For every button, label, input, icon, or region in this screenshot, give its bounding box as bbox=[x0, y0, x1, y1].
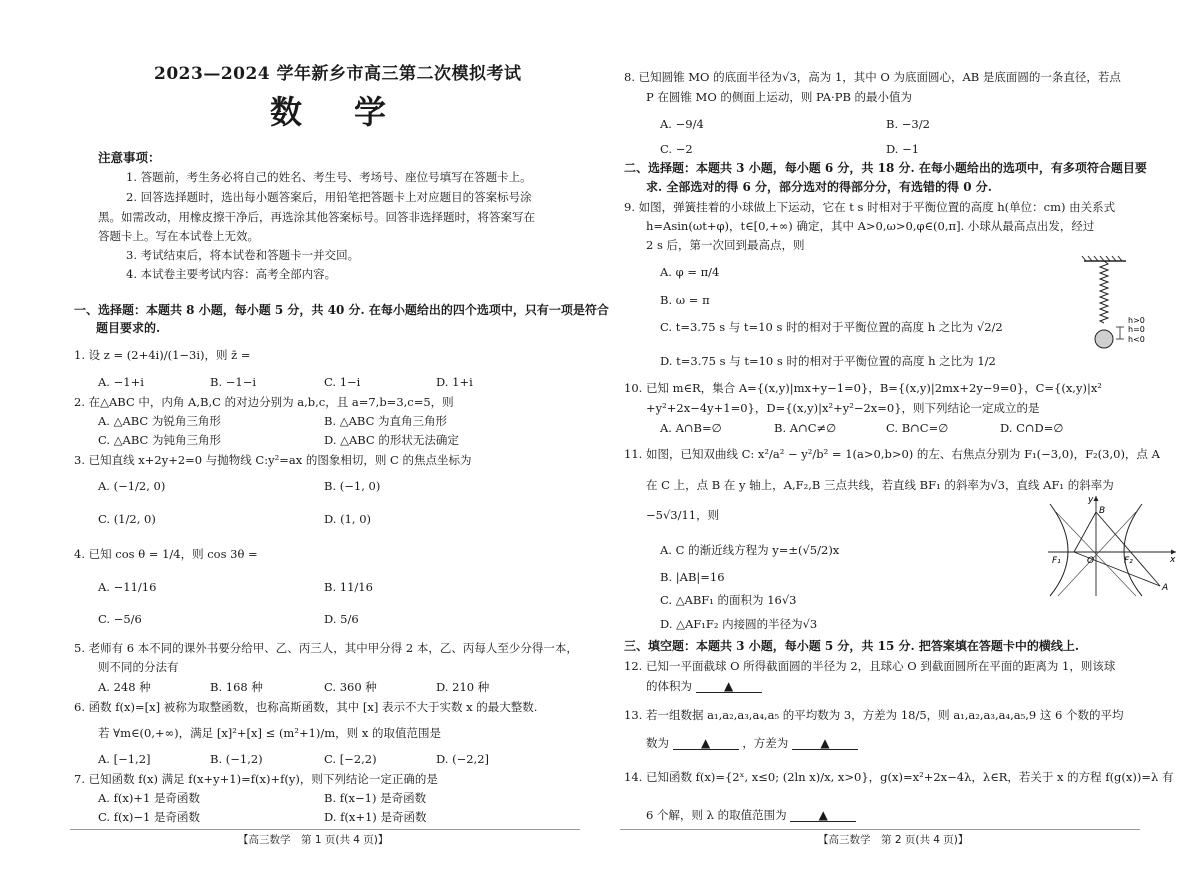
question-12-stem: 12. 已知一平面截球 O 所得截面圆的半径为 2，且球心 O 到截面圆所在平面的距离为 1，则该球 bbox=[624, 659, 1116, 673]
question-9-stem-cont-2: 2 s 后，第一次回到最高点，则 bbox=[646, 238, 805, 252]
question-10-option-a: A. A∩B=∅ bbox=[660, 421, 722, 435]
question-1-option-b: B. −1−i bbox=[210, 375, 257, 389]
question-5-option-d: D. 210 种 bbox=[436, 680, 490, 694]
question-2-stem: 2. 在△ABC 中，内角 A,B,C 的对边分别为 a,b,c，且 a=7,b=3,c=5，则 bbox=[74, 395, 454, 409]
notice-heading: 注意事项： bbox=[98, 150, 161, 165]
spring-figure bbox=[1076, 255, 1180, 355]
question-1-option-d: D. 1+i bbox=[436, 375, 473, 389]
question-9-option-d: D. t=3.75 s 与 t=10 s 时的相对于平衡位置的高度 h 之比为 1/2 bbox=[660, 354, 996, 368]
fig-label-o: O bbox=[1087, 556, 1095, 566]
question-9-option-a: A. φ = π/4 bbox=[660, 265, 720, 279]
triangle-marker-icon: ▲ bbox=[724, 679, 734, 693]
question-14-stem-cont bbox=[646, 808, 856, 822]
question-3-stem: 3. 已知直线 x+2y+2=0 与抛物线 C:y²=ax 的图象相切，则 C 的焦点坐标为 bbox=[74, 453, 472, 467]
question-13-answer-blank-variance[interactable] bbox=[792, 737, 858, 750]
question-3-option-d: D. (1, 0) bbox=[324, 512, 372, 526]
question-9-stem-cont: h=Asin(ωt+φ)，t∈[0,+∞) 确定，其中 A>0,ω>0,φ∈(0,π]. 小球从最高点出发，经过 bbox=[646, 219, 1095, 233]
question-2-option-c: C. △ABC 为钝角三角形 bbox=[98, 433, 221, 447]
exam-title: 2023—2024 学年新乡市高三第二次模拟考试 bbox=[154, 64, 522, 84]
question-1-option-c: C. 1−i bbox=[324, 375, 361, 389]
question-2-option-b: B. △ABC 为直角三角形 bbox=[324, 414, 448, 428]
footer-divider bbox=[70, 829, 580, 830]
question-3-option-c: C. (1/2, 0) bbox=[98, 512, 156, 526]
question-12-stem-cont bbox=[646, 679, 762, 693]
question-6-option-c: C. [−2,2) bbox=[324, 752, 377, 766]
question-13-answer-blank-mean[interactable] bbox=[673, 737, 739, 750]
question-7-option-d: D. f(x+1) 是奇函数 bbox=[324, 810, 427, 824]
question-1-stem: 1. 设 z = (2+4i)/(1−3i)，则 z̄ = bbox=[74, 348, 251, 362]
question-8-stem: 8. 已知圆锥 MO 的底面半径为√3，高为 1，其中 O 为底面圆心，AB 是底面圆的一条直径，若点 bbox=[624, 70, 1121, 84]
question-12-stem-text: 的体积为 bbox=[646, 679, 692, 693]
question-2-option-a: A. △ABC 为锐角三角形 bbox=[98, 414, 221, 428]
hyperbola-figure bbox=[1044, 492, 1180, 598]
question-7-option-a: A. f(x)+1 是奇函数 bbox=[98, 791, 200, 805]
question-11-option-d: D. △AF₁F₂ 内接圆的半径为√3 bbox=[660, 617, 818, 631]
question-6-option-d: D. (−2,2] bbox=[436, 752, 490, 766]
question-12-answer-blank[interactable] bbox=[696, 680, 762, 693]
question-9-option-b: B. ω = π bbox=[660, 293, 710, 307]
triangle-marker-icon: ▲ bbox=[818, 808, 828, 822]
page-2 bbox=[620, 0, 1180, 891]
question-5-option-c: C. 360 种 bbox=[324, 680, 377, 694]
fig-label-h-zero: h=0 bbox=[1128, 325, 1145, 334]
question-10-stem-cont: +y²+2x−4y+1=0}，D={(x,y)|x²+y²−2x=0}，则下列结论一定成立的是 bbox=[646, 401, 1040, 415]
section-2-title-cont: 求. 全部选对的得 6 分，部分选对的得部分分，有选错的得 0 分. bbox=[646, 180, 992, 194]
question-3-option-b: B. (−1, 0) bbox=[324, 479, 381, 493]
question-8-stem-cont: P 在圆锥 MO 的侧面上运动，则 PA·PB 的最小值为 bbox=[646, 90, 913, 104]
fig-label-b: B bbox=[1099, 506, 1106, 516]
question-6-option-a: A. [−1,2] bbox=[98, 752, 151, 766]
fig-label-y-axis: y bbox=[1088, 495, 1094, 505]
question-10-option-b: B. A∩C≠∅ bbox=[774, 421, 837, 435]
question-13-stem-cont bbox=[646, 736, 858, 750]
question-11-stem-cont-2: −5√3/11，则 bbox=[646, 508, 720, 522]
section-2-title: 二、选择题：本题共 3 小题，每小题 6 分，共 18 分. 在每小题给出的选项中，有多项符合题目要 bbox=[624, 161, 1147, 175]
question-6-stem-cont: 若 ∀m∈(0,+∞)，满足 [x]²+[x] ≤ (m²+1)/m，则 x 的取值范围是 bbox=[98, 726, 441, 740]
question-14-stem-text: 6 个解，则 λ 的取值范围为 bbox=[646, 808, 787, 822]
triangle-marker-icon: ▲ bbox=[820, 736, 830, 750]
triangle-marker-icon: ▲ bbox=[701, 736, 711, 750]
question-4-option-a: A. −11/16 bbox=[98, 580, 157, 594]
fig-label-x-axis: x bbox=[1170, 555, 1176, 565]
section-3-title: 三、填空题：本题共 3 小题，每小题 5 分，共 15 分. 把答案填在答题卡中的横线上. bbox=[624, 639, 1080, 653]
question-13-stem: 13. 若一组数据 a₁,a₂,a₃,a₄,a₅ 的平均数为 3，方差为 18/5，则 a₁,a₂,a₃,a₄,a₅,9 这 6 个数的平均 bbox=[624, 708, 1124, 722]
question-10-stem: 10. 已知 m∈R，集合 A={(x,y)|mx+y−1=0}，B={(x,y)|2mx+2y−9=0}，C={(x,y)|x² bbox=[624, 381, 1102, 395]
question-8-option-b: B. −3/2 bbox=[886, 117, 930, 131]
notice-item: 3. 考试结束后，将本试卷和答题卡一并交回。 bbox=[126, 248, 360, 262]
page-1 bbox=[70, 0, 630, 891]
question-2-option-d: D. △ABC 的形状无法确定 bbox=[324, 433, 459, 447]
question-11-stem: 11. 如图，已知双曲线 C: x²/a² − y²/b² = 1(a>0,b>0) 的左、右焦点分别为 F₁(−3,0)，F₂(3,0)，点 A bbox=[624, 447, 1160, 461]
fig-label-h-negative: h<0 bbox=[1128, 335, 1145, 344]
notice-item: 1. 答题前，考生务必将自己的姓名、考生号、考场号、座位号填写在答题卡上。 bbox=[126, 170, 532, 184]
fig-label-f1: F₁ bbox=[1052, 556, 1061, 566]
question-14-answer-blank[interactable] bbox=[790, 809, 856, 822]
question-8-option-a: A. −9/4 bbox=[660, 117, 704, 131]
question-10-option-c: C. B∩C=∅ bbox=[886, 421, 949, 435]
notice-item: 4. 本试卷主要考试内容：高考全部内容。 bbox=[126, 267, 337, 281]
question-5-stem: 5. 老师有 6 本不同的课外书要分给甲、乙、丙三人，其中甲分得 2 本，乙、丙每人至少分得一本， bbox=[74, 641, 578, 655]
fig-label-f2: F₂ bbox=[1124, 556, 1133, 566]
question-6-stem: 6. 函数 f(x)=[x] 被称为取整函数，也称高斯函数，其中 [x] 表示不大于实数 x 的最大整数. bbox=[74, 700, 538, 714]
question-14-stem: 14. 已知函数 f(x)={2ˣ, x≤0; (2ln x)/x, x>0}，g(x)=x²+2x−4λ，λ∈R，若关于 x 的方程 f(g(x))=λ 有 bbox=[624, 770, 1174, 784]
footer-divider bbox=[620, 829, 1140, 830]
footer-page-1: 【高三数学 第 1 页(共 4 页)】 bbox=[238, 834, 389, 846]
question-4-option-b: B. 11/16 bbox=[324, 580, 373, 594]
question-11-option-b: B. |AB|=16 bbox=[660, 570, 725, 584]
question-11-option-c: C. △ABF₁ 的面积为 16√3 bbox=[660, 593, 797, 607]
question-5-stem-cont: 则不同的分法有 bbox=[98, 660, 179, 674]
question-5-option-b: B. 168 种 bbox=[210, 680, 263, 694]
question-4-stem: 4. 已知 cos θ = 1/4，则 cos 3θ = bbox=[74, 547, 258, 561]
question-8-option-d: D. −1 bbox=[886, 142, 920, 156]
notice-item: 2. 回答选择题时，选出每小题答案后，用铅笔把答题卡上对应题目的答案标号涂 bbox=[126, 190, 532, 204]
question-1-option-a: A. −1+i bbox=[98, 375, 144, 389]
notice-item: 黑。如需改动，用橡皮擦干净后，再选涂其他答案标号。回答非选择题时，将答案写在 bbox=[98, 210, 535, 224]
question-7-option-b: B. f(x−1) 是奇函数 bbox=[324, 791, 427, 805]
question-7-stem: 7. 已知函数 f(x) 满足 f(x+y+1)=f(x)+f(y)，则下列结论一定正确的是 bbox=[74, 772, 438, 786]
question-6-option-b: B. (−1,2) bbox=[210, 752, 263, 766]
question-11-option-a: A. C 的渐近线方程为 y=±(√5/2)x bbox=[660, 543, 840, 557]
question-9-option-c: C. t=3.75 s 与 t=10 s 时的相对于平衡位置的高度 h 之比为 √2/2 bbox=[660, 320, 1003, 334]
question-7-option-c: C. f(x)−1 是奇函数 bbox=[98, 810, 201, 824]
question-11-stem-cont: 在 C 上，点 B 在 y 轴上，A,F₂,B 三点共线，若直线 BF₁ 的斜率为√3，直线 AF₁ 的斜率为 bbox=[646, 478, 1114, 492]
question-10-option-d: D. C∩D=∅ bbox=[1000, 421, 1064, 435]
section-1-title: 一、选择题：本题共 8 小题，每小题 5 分，共 40 分. 在每小题给出的四个选项中，只有一项是符合 bbox=[74, 303, 609, 317]
question-9-stem: 9. 如图，弹簧挂着的小球做上下运动，它在 t s 时相对于平衡位置的高度 h(单位：cm) 由关系式 bbox=[624, 200, 1116, 214]
question-4-option-c: C. −5/6 bbox=[98, 612, 142, 626]
question-13-stem-text-b: ，方差为 bbox=[742, 736, 789, 750]
footer-page-2: 【高三数学 第 2 页(共 4 页)】 bbox=[818, 834, 969, 846]
question-13-stem-text-a: 数为 bbox=[646, 736, 669, 750]
notice-item: 答题卡上。写在本试卷上无效。 bbox=[98, 229, 259, 243]
question-5-option-a: A. 248 种 bbox=[98, 680, 151, 694]
subject-title: 数学 bbox=[270, 93, 439, 131]
question-8-option-c: C. −2 bbox=[660, 142, 693, 156]
section-1-title-cont: 题目要求的. bbox=[96, 321, 161, 335]
question-3-option-a: A. (−1/2, 0) bbox=[98, 479, 166, 493]
fig-label-h-positive: h>0 bbox=[1128, 316, 1145, 325]
fig-label-a: A bbox=[1162, 583, 1169, 593]
question-4-option-d: D. 5/6 bbox=[324, 612, 359, 626]
